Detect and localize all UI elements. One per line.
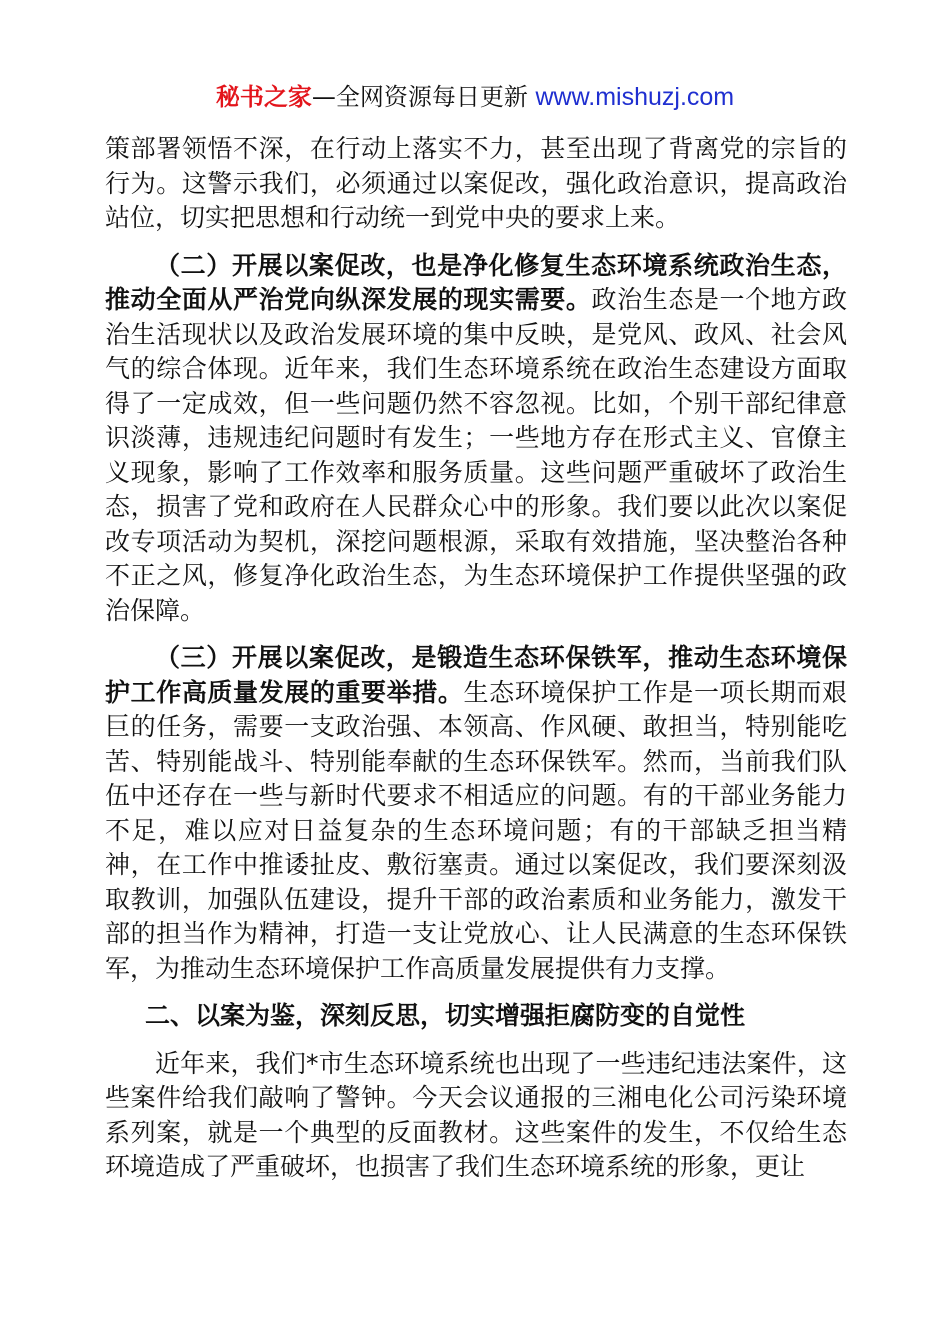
document-body bbox=[105, 132, 847, 1198]
brand-name: 秘书之家 bbox=[215, 83, 312, 111]
paragraph-text: 政治生态是一个地方政治生活现状以及政治发展环境的集中反映，是党风、政风、社会风气的综合体现。近年来，我们生态环境系统在政治生态建设方面取得了一定成效，但一些问题仍然不容忽视。比如，个别干部纪律意识淡薄，违规违纪问题时有发生；一些地方存在形式主义、官僚主义现象，影响了工作效率和服务质量。这些问题严重破坏了政治生态，损害了党和政府在人民群众心中的形象。我们要以此次以案促改专项活动为契机，深挖问题根源，采取有效措施，坚决整治各种不正之风，修复净化政治生态，为生态环境保护工作提供坚强的政治保障。 bbox=[105, 285, 847, 625]
paragraph-final bbox=[105, 1047, 847, 1185]
section-heading: 二、以案为鉴，深刻反思，切实增强拒腐防变的自觉性 bbox=[145, 1001, 746, 1030]
paragraph-lead: （二）开展以案促改，也是净化修复生态环境系统政治生态，推动全面从严治党向纵深发展的现实需要。 bbox=[105, 250, 847, 314]
site-url-link[interactable]: www.mishuzj.com bbox=[535, 83, 735, 111]
paragraph-point-2 bbox=[105, 249, 847, 629]
site-header bbox=[0, 80, 950, 114]
paragraph-text: 近年来，我们*市生态环境系统也出现了一些违纪违法案件，这些案件给我们敲响了警钟。今天会议通报的三湘电化公司污染环境系列案，就是一个典型的反面教材。这些案件的发生，不仅给生态环境造成了严重破坏，也损害了我们生态环境系统的形象，更让 bbox=[105, 1048, 847, 1181]
header-tagline: —全网资源每日更新 bbox=[311, 83, 536, 111]
paragraph-text: 策部署领悟不深，在行动上落实不力，甚至出现了背离党的宗旨的行为。这警示我们，必须通过以案促改，强化政治意识，提高政治站位，切实把思想和行动统一到党中央的要求上来。 bbox=[105, 134, 847, 232]
paragraph-text: 生态环境保护工作是一项长期而艰巨的任务，需要一支政治强、本领高、作风硬、敢担当，特别能吃苦、特别能战斗、特别能奉献的生态环保铁军。然而，当前我们队伍中还存在一些与新时代要求不相适应的问题。有的干部业务能力不足，难以应对日益复杂的生态环境问题；有的干部缺乏担当精神，在工作中推诿扯皮、敷衍塞责。通过以案促改，我们要深刻汲取教训，加强队伍建设，提升干部的政治素质和业务能力，激发干部的担当作为精神，打造一支让党放心、让人民满意的生态环保铁军，为推动生态环境保护工作高质量发展提供有力支撑。 bbox=[105, 677, 847, 983]
paragraph-lead: （三）开展以案促改，是锻造生态环保铁军，推动生态环境保护工作高质量发展的重要举措。 bbox=[105, 643, 847, 707]
paragraph-continued bbox=[105, 132, 847, 236]
paragraph-point-3 bbox=[105, 641, 847, 986]
